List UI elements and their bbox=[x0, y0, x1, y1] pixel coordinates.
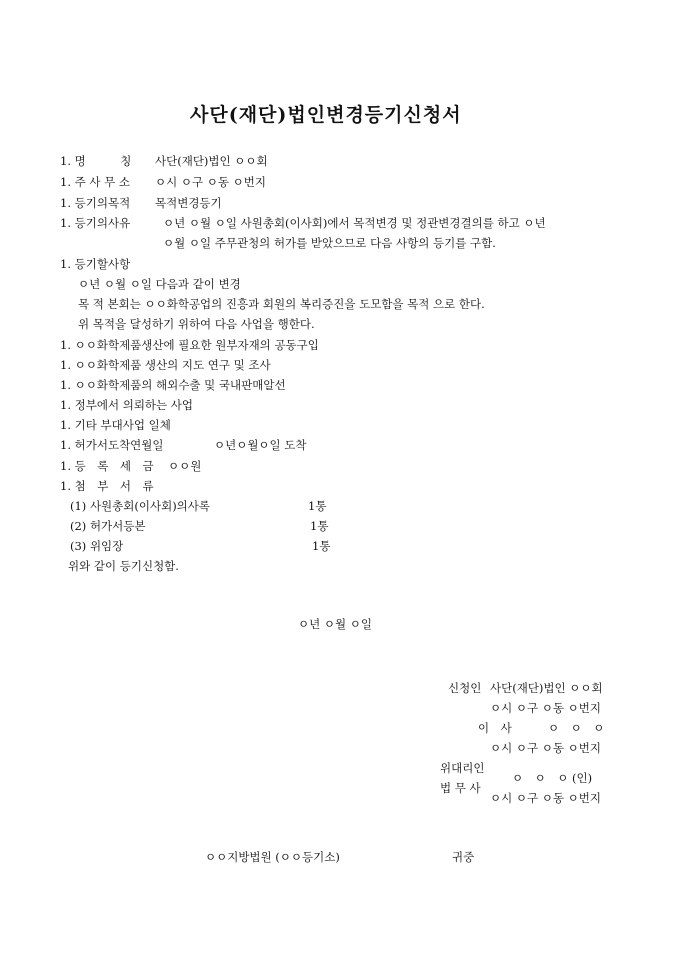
addressee: 귀중 bbox=[452, 850, 475, 864]
matters-line-2: 목 적 본회는 ㅇㅇ화학공업의 진흥과 회원의 복리증진을 도모함을 목적 으로 한다. bbox=[78, 297, 485, 311]
closing-statement: 위와 같이 등기신청함. bbox=[68, 559, 179, 573]
business-item-3: 1. ㅇㅇ화학제품의 해외수출 및 국내판매알선 bbox=[60, 378, 286, 392]
court-name: ㅇㅇ지방법원 (ㅇㅇ등기소) bbox=[205, 850, 340, 864]
attachment-name: (3) 위임장 bbox=[70, 539, 124, 553]
name-value: 사단(재단)법인 ㅇㅇ회 bbox=[155, 154, 268, 168]
applicant-name: 사단(재단)법인 ㅇㅇ회 bbox=[490, 681, 603, 695]
attachment-count: 1통 bbox=[308, 499, 327, 513]
agent-title: 법 무 사 bbox=[440, 781, 481, 795]
permit-label: 1. 허가서도착연월일 bbox=[60, 438, 164, 452]
office-value: ㅇ시 ㅇ구 ㅇ동 ㅇ번지 bbox=[155, 175, 266, 189]
business-item-1: 1. ㅇㅇ화학제품생산에 필요한 원부자재의 공동구입 bbox=[60, 338, 319, 352]
attach-label: 1. 첨 부 서 류 bbox=[60, 479, 154, 493]
applicant-label: 신청인 bbox=[448, 681, 482, 695]
office-label: 1. 주 사 무 소 bbox=[60, 175, 131, 189]
purpose-value: 목적변경등기 bbox=[155, 196, 222, 210]
director-label: 이 사 bbox=[478, 721, 512, 735]
agent-address: ㅇ시 ㅇ구 ㅇ동 ㅇ번지 bbox=[490, 791, 601, 805]
reason-line-1: ㅇ년 ㅇ월 ㅇ일 사원총회(이사회)에서 목적변경 및 정관변경결의를 하고 ㅇ년 bbox=[163, 216, 546, 230]
tax-label: 1. 등 록 세 금 bbox=[60, 459, 154, 473]
director-address: ㅇ시 ㅇ구 ㅇ동 ㅇ번지 bbox=[490, 741, 601, 755]
agent-name: ㅇ ㅇ ㅇ (인) bbox=[512, 771, 593, 785]
attachment-name: (2) 허가서등본 bbox=[70, 519, 146, 533]
business-item-2: 1. ㅇㅇ화학제품 생산의 지도 연구 및 조사 bbox=[60, 358, 271, 372]
attachment-count: 1통 bbox=[310, 519, 329, 533]
matters-line-3: 위 목적을 달성하기 위하여 다음 사업을 행한다. bbox=[78, 317, 315, 331]
director-name: ㅇ ㅇ ㅇ bbox=[548, 721, 605, 735]
purpose-label: 1. 등기의목적 bbox=[60, 196, 131, 210]
reason-label: 1. 등기의사유 bbox=[60, 216, 131, 230]
business-item-5: 1. 기타 부대사업 일체 bbox=[60, 418, 171, 432]
permit-value: ㅇ년ㅇ월ㅇ일 도착 bbox=[214, 438, 307, 452]
business-item-4: 1. 정부에서 의뢰하는 사업 bbox=[60, 398, 194, 412]
matters-label: 1. 등기할사항 bbox=[60, 257, 131, 271]
document-title: 사단(재단)법인변경등기신청서 bbox=[190, 104, 462, 126]
applicant-address: ㅇ시 ㅇ구 ㅇ동 ㅇ번지 bbox=[490, 701, 601, 715]
reason-line-2: ㅇ월 ㅇ일 주무관청의 허가를 받았으므로 다음 사항의 등기를 구함. bbox=[163, 236, 496, 250]
agent-label: 위대리인 bbox=[440, 761, 485, 775]
attachment-count: 1통 bbox=[312, 539, 331, 553]
matters-line-1: ㅇ년 ㅇ월 ㅇ일 다음과 같이 변경 bbox=[78, 277, 241, 291]
attachment-name: (1) 사원총회(이사회)의사록 bbox=[70, 499, 211, 513]
filing-date: ㅇ년 ㅇ월 ㅇ일 bbox=[298, 617, 372, 631]
name-label: 1. 명 칭 bbox=[60, 154, 132, 168]
tax-value: ㅇㅇ원 bbox=[168, 459, 202, 473]
